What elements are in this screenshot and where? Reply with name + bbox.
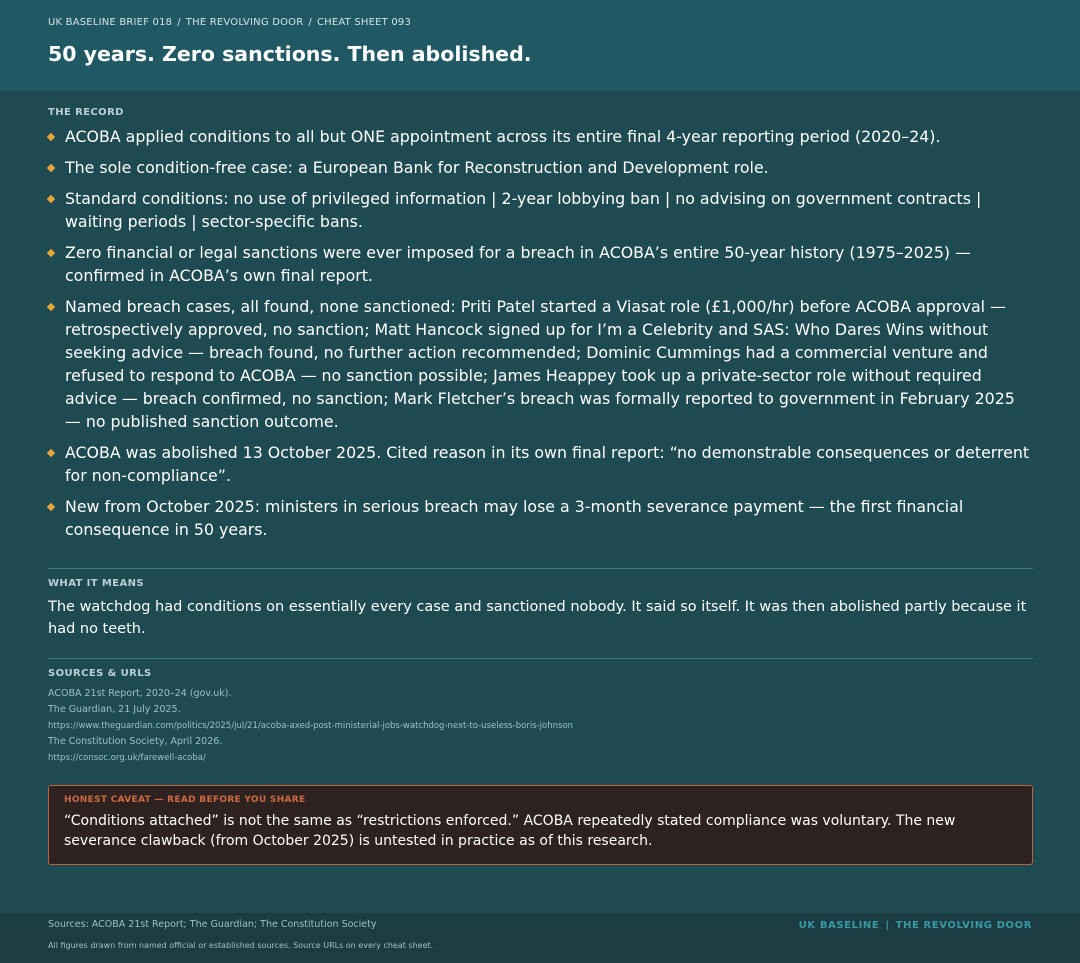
section-divider [48,658,1033,659]
breadcrumb-item-brief: UK BASELINE BRIEF 018 [48,17,173,28]
source-url-link[interactable]: https://www.theguardian.com/politics/2025/jul/21/acoba-axed-post-ministerial-jobs-watchdog-next-to-useless-boris-johnson [48,721,574,731]
diamond-bullet-icon [47,249,55,257]
record-item: ACOBA was abolished 13 October 2025. Cited reason in its own final report: “no demonstrable consequences or deterrent for non-compliance”. [48,441,1033,487]
breadcrumb: UK BASELINE BRIEF 018 / THE REVOLVING DOOR / CHEAT SHEET 093 [48,17,412,28]
footer-sources: Sources: ACOBA 21st Report; The Guardian; The Constitution Society [48,919,377,930]
record-item: Zero financial or legal sanctions were ever imposed for a breach in ACOBA’s entire 50-year history (1975–2025) — confirmed in ACOBA’s own final report. [48,241,1033,287]
sources-section-label: SOURCES & URLS [48,668,152,679]
caveat-box [48,785,1033,865]
caveat-text: “Conditions attached” is not the same as “restrictions enforced.” ACOBA repeatedly stated compliance was voluntary. The new severance clawback (from October 2025) is untested in practice as of this research. [64,813,956,849]
diamond-bullet-icon [47,133,55,141]
means-section-label: WHAT IT MEANS [48,578,144,589]
record-section-label: THE RECORD [48,107,124,118]
footer-brand: UK BASELINE | THE REVOLVING DOOR [798,920,1032,931]
record-item: Named breach cases, all found, none sanctioned: Priti Patel started a Viasat role (£1,000/hr) before ACOBA approval — retrospectively approved, no sanction; Matt Hancock signed up for I’m a Celebrity and SAS: Who Dares Wins without seeking advice — breach found, no further action recommended; Dominic Cummings had a commercial venture and refused to respond to ACOBA — no sanction possible; James Heappey took up a private-sector role without required advice — breach confirmed, no sanction; Mark Fletcher’s breach was formally reported to government in February 2025 — no published sanction outcome. [48,295,1033,433]
breadcrumb-item-sheet: CHEAT SHEET 093 [316,17,412,28]
record-list [48,125,1033,549]
record-item: New from October 2025: ministers in serious breach may lose a 3-month severance payment — the first financial consequence in 50 years. [48,495,1033,541]
brand-series: THE REVOLVING DOOR [895,920,1032,931]
footer [0,913,1080,963]
source-citation: The Constitution Society, April 2026. [48,736,223,747]
brand-name: UK BASELINE [798,920,880,931]
record-item: ACOBA applied conditions to all but ONE appointment across its entire final 4-year reporting period (2020–24). [48,125,1033,148]
breadcrumb-item-series: THE REVOLVING DOOR [185,17,304,28]
means-text: The watchdog had conditions on essentially every case and sanctioned nobody. It said so itself. It was then abolished partly because it had no teeth. [48,599,1027,637]
diamond-bullet-icon [47,164,55,172]
section-divider [48,568,1033,569]
header [0,0,1080,91]
diamond-bullet-icon [47,303,55,311]
caveat-label: HONEST CAVEAT — READ BEFORE YOU SHARE [64,795,306,805]
sources-list [48,686,1033,766]
record-item: Standard conditions: no use of privileged information | 2-year lobbying ban | no advising on government contracts | waiting periods | sector-specific bans. [48,187,1033,233]
page-title: 50 years. Zero sanctions. Then abolished. [48,42,532,66]
diamond-bullet-icon [47,503,55,511]
source-citation: ACOBA 21st Report, 2020–24 (gov.uk). [48,688,232,699]
record-item: The sole condition-free case: a European Bank for Reconstruction and Development role. [48,156,1033,179]
diamond-bullet-icon [47,449,55,457]
source-citation: The Guardian, 21 July 2025. [48,704,181,715]
source-url-link[interactable]: https://consoc.org.uk/farewell-acoba/ [48,753,206,763]
footer-note: All figures drawn from named official or established sources. Source URLs on every cheat sheet. [48,941,434,950]
diamond-bullet-icon [47,195,55,203]
